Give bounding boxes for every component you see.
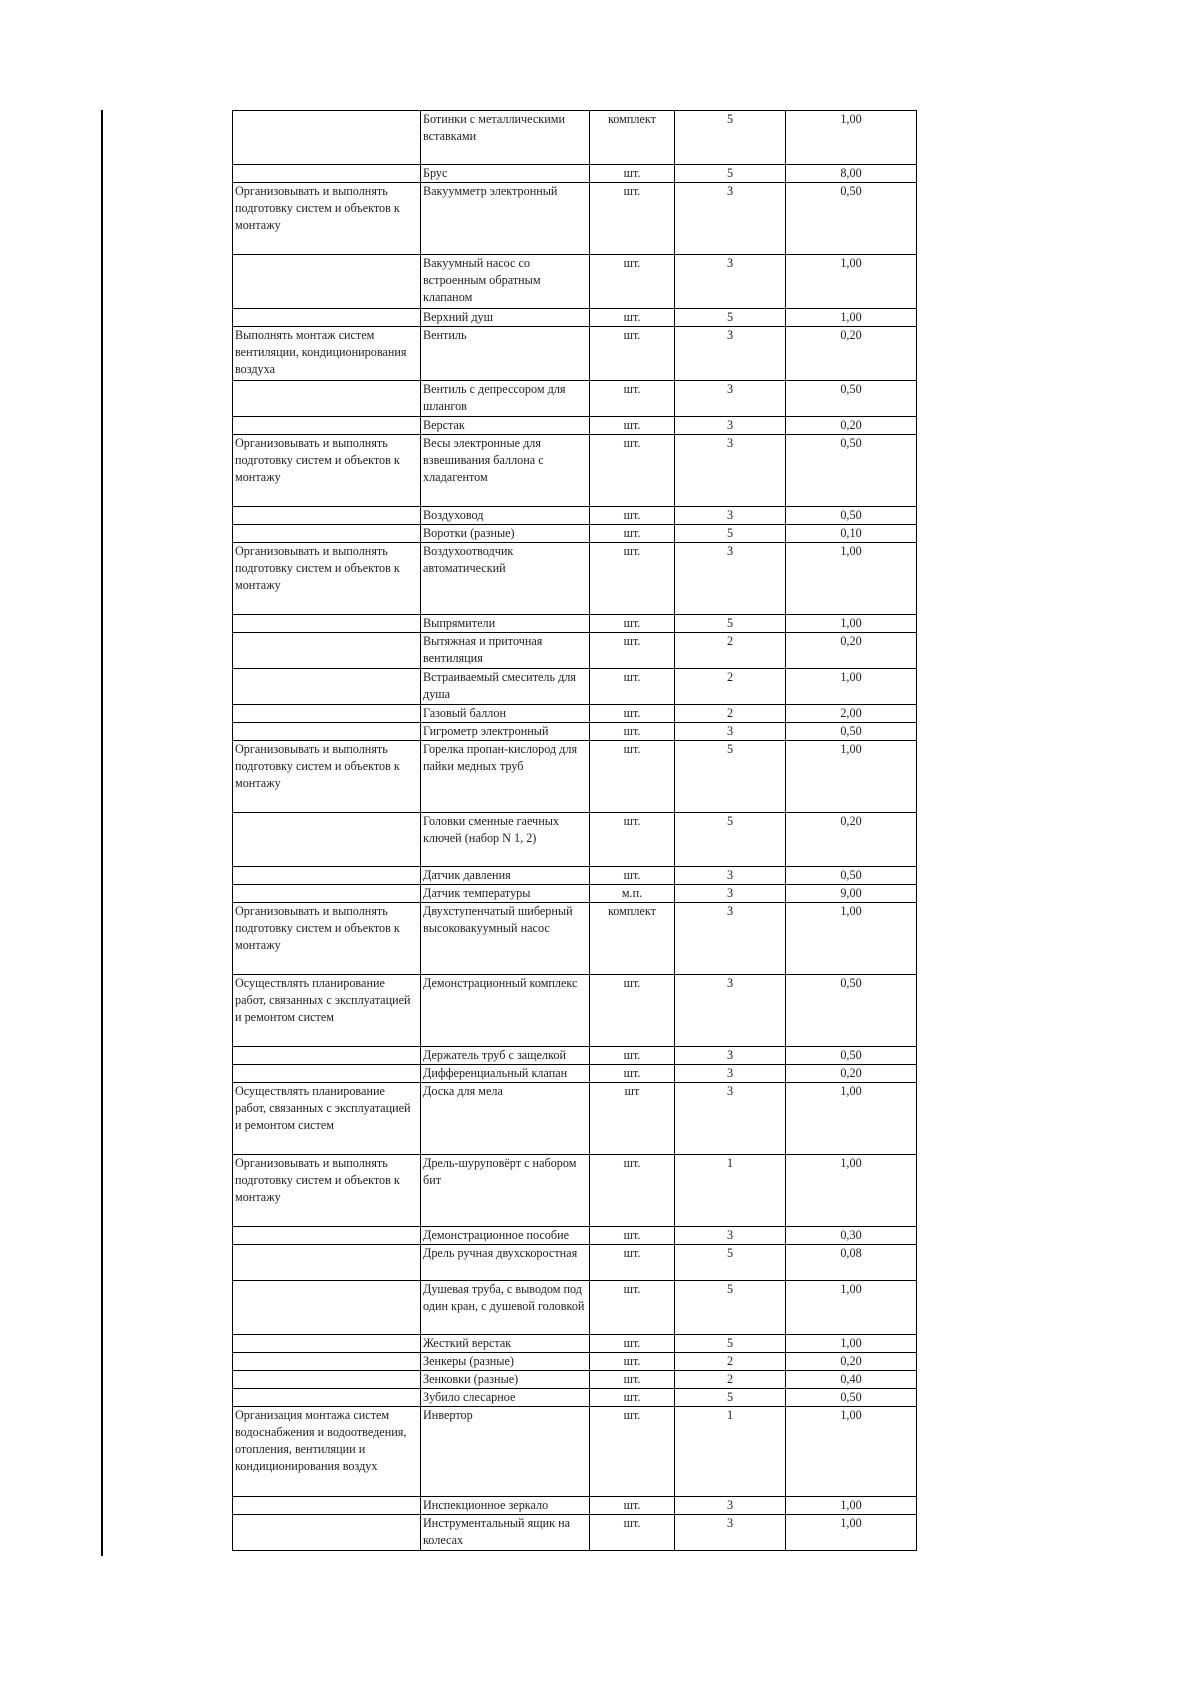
table-row bbox=[233, 1371, 917, 1389]
quantity-cell: 3 bbox=[675, 327, 786, 381]
table-row bbox=[233, 417, 917, 435]
item-name-cell: Держатель труб с защелкой bbox=[421, 1047, 590, 1065]
table-row bbox=[233, 741, 917, 813]
quantity-cell: 3 bbox=[675, 885, 786, 903]
unit-cell: шт. bbox=[590, 1371, 675, 1389]
norm-cell: 0,50 bbox=[786, 867, 917, 885]
quantity-cell: 2 bbox=[675, 669, 786, 705]
norm-cell: 0,10 bbox=[786, 525, 917, 543]
competency-cell bbox=[233, 507, 421, 525]
unit-cell: шт. bbox=[590, 435, 675, 507]
norm-cell: 1,00 bbox=[786, 615, 917, 633]
table-row bbox=[233, 705, 917, 723]
table-row bbox=[233, 1335, 917, 1353]
quantity-cell: 5 bbox=[675, 813, 786, 867]
item-name-cell: Дрель ручная двухскоростная bbox=[421, 1245, 590, 1281]
table-row bbox=[233, 255, 917, 309]
unit-cell: шт. bbox=[590, 975, 675, 1047]
quantity-cell: 3 bbox=[675, 183, 786, 255]
quantity-cell: 3 bbox=[675, 1515, 786, 1551]
quantity-cell: 1 bbox=[675, 1155, 786, 1227]
table-row bbox=[233, 669, 917, 705]
unit-cell: шт. bbox=[590, 165, 675, 183]
quantity-cell: 5 bbox=[675, 111, 786, 165]
table-row bbox=[233, 327, 917, 381]
quantity-cell: 5 bbox=[675, 309, 786, 327]
item-name-cell: Верхний душ bbox=[421, 309, 590, 327]
table-row bbox=[233, 1227, 917, 1245]
item-name-cell: Встраиваемый смеситель для душа bbox=[421, 669, 590, 705]
competency-cell bbox=[233, 1497, 421, 1515]
unit-cell: шт. bbox=[590, 615, 675, 633]
unit-cell: шт. bbox=[590, 1227, 675, 1245]
table-row bbox=[233, 1155, 917, 1227]
quantity-cell: 5 bbox=[675, 165, 786, 183]
table-row bbox=[233, 1281, 917, 1335]
quantity-cell: 3 bbox=[675, 867, 786, 885]
unit-cell: шт. bbox=[590, 1515, 675, 1551]
competency-cell bbox=[233, 813, 421, 867]
item-name-cell: Демонстрационное пособие bbox=[421, 1227, 590, 1245]
norm-cell: 0,08 bbox=[786, 1245, 917, 1281]
item-name-cell: Брус bbox=[421, 165, 590, 183]
competency-cell bbox=[233, 669, 421, 705]
norm-cell: 0,20 bbox=[786, 327, 917, 381]
unit-cell: шт. bbox=[590, 633, 675, 669]
unit-cell: шт. bbox=[590, 1353, 675, 1371]
competency-cell: Организовывать и выполнять подготовку систем и объектов к монтажу bbox=[233, 903, 421, 975]
quantity-cell: 3 bbox=[675, 1047, 786, 1065]
norm-cell: 9,00 bbox=[786, 885, 917, 903]
item-name-cell: Демонстрационный комплекс bbox=[421, 975, 590, 1047]
competency-cell bbox=[233, 1281, 421, 1335]
competency-cell bbox=[233, 309, 421, 327]
competency-cell: Выполнять монтаж систем вентиляции, кондиционирования воздуха bbox=[233, 327, 421, 381]
quantity-cell: 3 bbox=[675, 381, 786, 417]
norm-cell: 0,50 bbox=[786, 183, 917, 255]
unit-cell: шт. bbox=[590, 741, 675, 813]
competency-cell: Организовывать и выполнять подготовку систем и объектов к монтажу bbox=[233, 435, 421, 507]
unit-cell: шт. bbox=[590, 327, 675, 381]
quantity-cell: 3 bbox=[675, 507, 786, 525]
norm-cell: 1,00 bbox=[786, 111, 917, 165]
norm-cell: 0,50 bbox=[786, 975, 917, 1047]
table-row bbox=[233, 1389, 917, 1407]
competency-cell bbox=[233, 381, 421, 417]
unit-cell: шт. bbox=[590, 183, 675, 255]
quantity-cell: 3 bbox=[675, 975, 786, 1047]
unit-cell: шт. bbox=[590, 867, 675, 885]
norm-cell: 0,20 bbox=[786, 813, 917, 867]
item-name-cell: Вытяжная и приточная вентиляция bbox=[421, 633, 590, 669]
item-name-cell: Зубило слесарное bbox=[421, 1389, 590, 1407]
item-name-cell: Весы электронные для взвешивания баллона с хладагентом bbox=[421, 435, 590, 507]
item-name-cell: Зенкеры (разные) bbox=[421, 1353, 590, 1371]
unit-cell: шт. bbox=[590, 705, 675, 723]
competency-cell bbox=[233, 1065, 421, 1083]
table-row bbox=[233, 111, 917, 165]
item-name-cell: Ботинки с металлическими вставками bbox=[421, 111, 590, 165]
quantity-cell: 5 bbox=[675, 1245, 786, 1281]
quantity-cell: 3 bbox=[675, 543, 786, 615]
competency-cell: Организовывать и выполнять подготовку систем и объектов к монтажу bbox=[233, 1155, 421, 1227]
item-name-cell: Воздуховод bbox=[421, 507, 590, 525]
quantity-cell: 3 bbox=[675, 1497, 786, 1515]
competency-cell bbox=[233, 1227, 421, 1245]
unit-cell: шт. bbox=[590, 1335, 675, 1353]
norm-cell: 0,50 bbox=[786, 1047, 917, 1065]
item-name-cell: Датчик температуры bbox=[421, 885, 590, 903]
norm-cell: 1,00 bbox=[786, 1515, 917, 1551]
table-row bbox=[233, 1245, 917, 1281]
quantity-cell: 3 bbox=[675, 1065, 786, 1083]
quantity-cell: 2 bbox=[675, 1353, 786, 1371]
unit-cell: шт. bbox=[590, 1065, 675, 1083]
equipment-table bbox=[232, 110, 917, 1551]
unit-cell: шт. bbox=[590, 1047, 675, 1065]
norm-cell: 0,20 bbox=[786, 633, 917, 669]
item-name-cell: Выпрямители bbox=[421, 615, 590, 633]
competency-cell: Организовывать и выполнять подготовку систем и объектов к монтажу bbox=[233, 543, 421, 615]
unit-cell: шт. bbox=[590, 309, 675, 327]
quantity-cell: 3 bbox=[675, 435, 786, 507]
table-row bbox=[233, 1065, 917, 1083]
item-name-cell: Дифференциальный клапан bbox=[421, 1065, 590, 1083]
unit-cell: шт. bbox=[590, 723, 675, 741]
norm-cell: 1,00 bbox=[786, 1083, 917, 1155]
quantity-cell: 2 bbox=[675, 705, 786, 723]
item-name-cell: Верстак bbox=[421, 417, 590, 435]
unit-cell: шт. bbox=[590, 669, 675, 705]
quantity-cell: 3 bbox=[675, 1083, 786, 1155]
item-name-cell: Дрель-шуруповёрт с набором бит bbox=[421, 1155, 590, 1227]
quantity-cell: 3 bbox=[675, 255, 786, 309]
competency-cell bbox=[233, 867, 421, 885]
norm-cell: 1,00 bbox=[786, 669, 917, 705]
competency-cell bbox=[233, 1515, 421, 1551]
norm-cell: 1,00 bbox=[786, 741, 917, 813]
table-row bbox=[233, 1083, 917, 1155]
item-name-cell: Жесткий верстак bbox=[421, 1335, 590, 1353]
norm-cell: 0,30 bbox=[786, 1227, 917, 1245]
quantity-cell: 5 bbox=[675, 615, 786, 633]
norm-cell: 0,50 bbox=[786, 507, 917, 525]
competency-cell bbox=[233, 633, 421, 669]
norm-cell: 8,00 bbox=[786, 165, 917, 183]
unit-cell: шт. bbox=[590, 813, 675, 867]
norm-cell: 0,50 bbox=[786, 435, 917, 507]
unit-cell: шт bbox=[590, 1083, 675, 1155]
item-name-cell: Вакуумметр электронный bbox=[421, 183, 590, 255]
norm-cell: 0,50 bbox=[786, 381, 917, 417]
unit-cell: шт. bbox=[590, 1389, 675, 1407]
table-row bbox=[233, 1047, 917, 1065]
norm-cell: 1,00 bbox=[786, 1497, 917, 1515]
unit-cell: шт. bbox=[590, 1155, 675, 1227]
quantity-cell: 1 bbox=[675, 1407, 786, 1497]
item-name-cell: Душевая труба, с выводом под один кран, с душевой головкой bbox=[421, 1281, 590, 1335]
unit-cell: шт. bbox=[590, 1497, 675, 1515]
norm-cell: 1,00 bbox=[786, 309, 917, 327]
table-row bbox=[233, 435, 917, 507]
table-row bbox=[233, 543, 917, 615]
norm-cell: 1,00 bbox=[786, 255, 917, 309]
table-row bbox=[233, 1497, 917, 1515]
norm-cell: 1,00 bbox=[786, 1155, 917, 1227]
table-row bbox=[233, 1353, 917, 1371]
unit-cell: шт. bbox=[590, 417, 675, 435]
norm-cell: 1,00 bbox=[786, 903, 917, 975]
table-row bbox=[233, 723, 917, 741]
unit-cell: шт. bbox=[590, 381, 675, 417]
item-name-cell: Датчик давления bbox=[421, 867, 590, 885]
competency-cell bbox=[233, 111, 421, 165]
table-row bbox=[233, 885, 917, 903]
table-row bbox=[233, 867, 917, 885]
table-row bbox=[233, 615, 917, 633]
item-name-cell: Вентиль с депрессором для шлангов bbox=[421, 381, 590, 417]
unit-cell: шт. bbox=[590, 1407, 675, 1497]
table-row bbox=[233, 183, 917, 255]
table-row bbox=[233, 381, 917, 417]
quantity-cell: 5 bbox=[675, 1389, 786, 1407]
norm-cell: 0,50 bbox=[786, 723, 917, 741]
competency-cell bbox=[233, 165, 421, 183]
table-row bbox=[233, 1515, 917, 1551]
table-row bbox=[233, 903, 917, 975]
equipment-table-body bbox=[233, 111, 917, 1551]
item-name-cell: Гигрометр электронный bbox=[421, 723, 590, 741]
item-name-cell: Инвертор bbox=[421, 1407, 590, 1497]
item-name-cell: Зенковки (разные) bbox=[421, 1371, 590, 1389]
competency-cell: Осуществлять планирование работ, связанных с эксплуатацией и ремонтом систем bbox=[233, 975, 421, 1047]
competency-cell bbox=[233, 885, 421, 903]
norm-cell: 2,00 bbox=[786, 705, 917, 723]
quantity-cell: 3 bbox=[675, 1227, 786, 1245]
quantity-cell: 2 bbox=[675, 1371, 786, 1389]
norm-cell: 1,00 bbox=[786, 543, 917, 615]
item-name-cell: Инструментальный ящик на колесах bbox=[421, 1515, 590, 1551]
competency-cell bbox=[233, 1389, 421, 1407]
quantity-cell: 2 bbox=[675, 633, 786, 669]
table-row bbox=[233, 525, 917, 543]
norm-cell: 1,00 bbox=[786, 1407, 917, 1497]
competency-cell bbox=[233, 1335, 421, 1353]
unit-cell: шт. bbox=[590, 1281, 675, 1335]
item-name-cell: Вентиль bbox=[421, 327, 590, 381]
table-row bbox=[233, 507, 917, 525]
competency-cell bbox=[233, 417, 421, 435]
table-row bbox=[233, 309, 917, 327]
competency-cell bbox=[233, 255, 421, 309]
quantity-cell: 3 bbox=[675, 723, 786, 741]
unit-cell: шт. bbox=[590, 543, 675, 615]
competency-cell bbox=[233, 1353, 421, 1371]
norm-cell: 0,20 bbox=[786, 1065, 917, 1083]
unit-cell: м.п. bbox=[590, 885, 675, 903]
norm-cell: 0,50 bbox=[786, 1389, 917, 1407]
item-name-cell: Доска для мела bbox=[421, 1083, 590, 1155]
competency-cell bbox=[233, 1245, 421, 1281]
competency-cell bbox=[233, 525, 421, 543]
competency-cell: Организовывать и выполнять подготовку систем и объектов к монтажу bbox=[233, 183, 421, 255]
competency-cell: Осуществлять планирование работ, связанных с эксплуатацией и ремонтом систем bbox=[233, 1083, 421, 1155]
table-row bbox=[233, 813, 917, 867]
norm-cell: 0,20 bbox=[786, 1353, 917, 1371]
item-name-cell: Газовый баллон bbox=[421, 705, 590, 723]
competency-cell bbox=[233, 1047, 421, 1065]
table-row bbox=[233, 1407, 917, 1497]
unit-cell: комплект bbox=[590, 903, 675, 975]
norm-cell: 1,00 bbox=[786, 1281, 917, 1335]
item-name-cell: Двухступенчатый шиберный высоковакуумный насос bbox=[421, 903, 590, 975]
item-name-cell: Горелка пропан-кислород для пайки медных труб bbox=[421, 741, 590, 813]
competency-cell bbox=[233, 1371, 421, 1389]
table-row bbox=[233, 633, 917, 669]
unit-cell: шт. bbox=[590, 507, 675, 525]
competency-cell bbox=[233, 723, 421, 741]
quantity-cell: 5 bbox=[675, 1281, 786, 1335]
page-margin-rule bbox=[101, 110, 103, 1556]
quantity-cell: 5 bbox=[675, 1335, 786, 1353]
quantity-cell: 5 bbox=[675, 525, 786, 543]
competency-cell: Организовывать и выполнять подготовку систем и объектов к монтажу bbox=[233, 741, 421, 813]
unit-cell: комплект bbox=[590, 111, 675, 165]
unit-cell: шт. bbox=[590, 1245, 675, 1281]
item-name-cell: Воздухоотводчик автоматический bbox=[421, 543, 590, 615]
norm-cell: 0,40 bbox=[786, 1371, 917, 1389]
competency-cell: Организация монтажа систем водоснабжения и водоотведения, отопления, вентиляции и кондиционирования воздух bbox=[233, 1407, 421, 1497]
item-name-cell: Воротки (разные) bbox=[421, 525, 590, 543]
competency-cell bbox=[233, 705, 421, 723]
quantity-cell: 5 bbox=[675, 741, 786, 813]
norm-cell: 1,00 bbox=[786, 1335, 917, 1353]
item-name-cell: Инспекционное зеркало bbox=[421, 1497, 590, 1515]
table-row bbox=[233, 975, 917, 1047]
unit-cell: шт. bbox=[590, 255, 675, 309]
item-name-cell: Головки сменные гаечных ключей (набор N 1, 2) bbox=[421, 813, 590, 867]
competency-cell bbox=[233, 615, 421, 633]
norm-cell: 0,20 bbox=[786, 417, 917, 435]
unit-cell: шт. bbox=[590, 525, 675, 543]
quantity-cell: 3 bbox=[675, 417, 786, 435]
table-row bbox=[233, 165, 917, 183]
quantity-cell: 3 bbox=[675, 903, 786, 975]
item-name-cell: Вакуумный насос со встроенным обратным клапаном bbox=[421, 255, 590, 309]
